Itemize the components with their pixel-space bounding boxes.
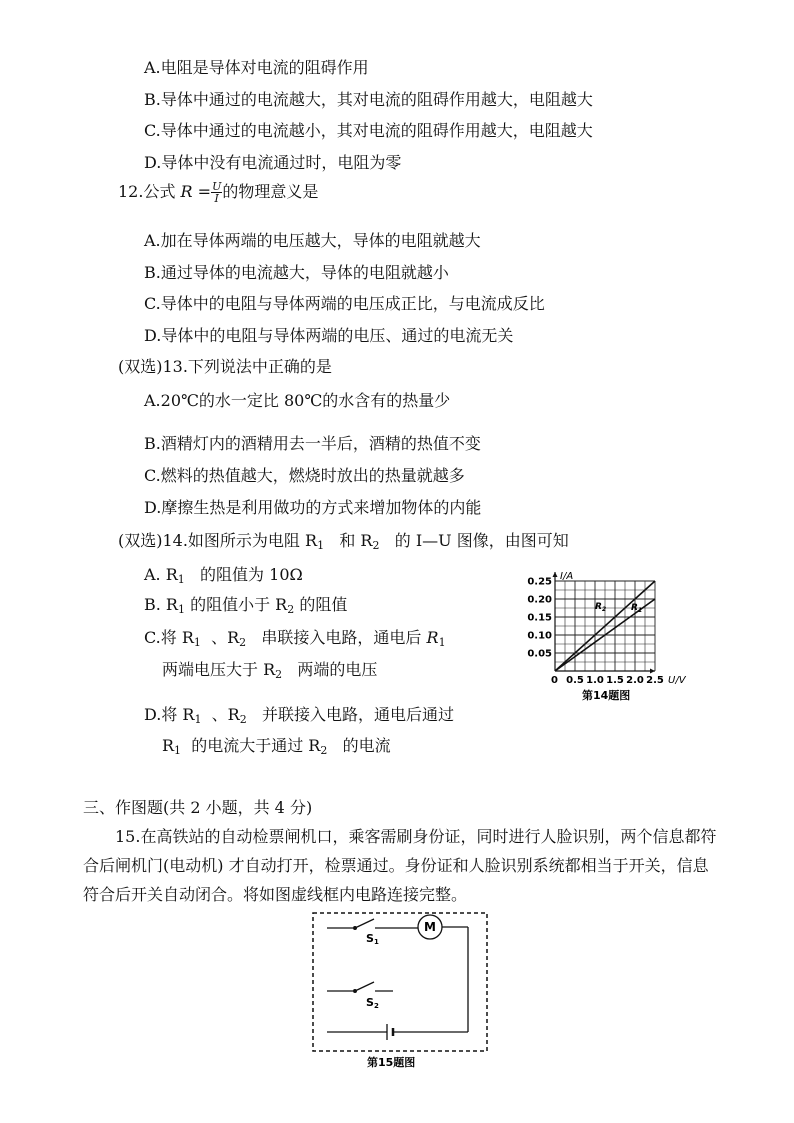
y-tick-label: 0.05 [527, 648, 552, 660]
y-axis-label: I/A [560, 571, 574, 582]
q14-stem-part: (双选)14.如图所示为电阻 R [118, 531, 318, 550]
q12-numerator: U [212, 180, 222, 193]
subscript: 1 [193, 636, 201, 649]
subscript: 2 [320, 744, 328, 757]
q14-option-part: 的电流大于通过 R [191, 736, 321, 755]
q14-option-part: R [162, 736, 175, 755]
q15-text: 15.在高铁站的自动检票闸机口，乘客需刷身份证，同时进行人脸识别，两个信息都符合后闸机门(电动机) 才自动打开，检票通过。身份证和人脸识别系统都相当于开关，信息符合后开关自动闭合。将如图虚线框内电路连接完整。 [83, 827, 717, 904]
q13-stem: (双选)13.下列说法中正确的是 [118, 357, 332, 376]
y-tick-label: 0.10 [527, 630, 552, 642]
q14-option-part: C.将 R [144, 628, 194, 647]
x-tick-label: 2.5 [646, 675, 664, 686]
y-tick-label: 0.15 [527, 612, 552, 624]
subscript: 2 [239, 713, 247, 726]
q12-option-c: C.导体中的电阻与导体两端的电压成正比，与电流成反比 [144, 294, 545, 313]
q14-option-part: 、R [211, 628, 240, 647]
x-tick-label: 1.5 [606, 675, 624, 686]
y-axis-arrow [553, 572, 558, 577]
x-axis-arrow [650, 669, 655, 674]
q14-option-part: 的阻值小于 R [190, 595, 288, 614]
q14-option-c-cont [162, 659, 377, 686]
q12-suffix: 的物理意义是 [222, 182, 319, 201]
subscript: 1 [174, 744, 182, 757]
q12-option-d: D.导体中的电阻与导体两端的电压、通过的电流无关 [144, 326, 514, 345]
q14-option-part: 两端的电压 [297, 660, 378, 679]
s2-label: S2 [366, 996, 379, 1010]
q14-option-part: 的电流 [342, 736, 391, 755]
dashed-frame [313, 913, 487, 1051]
q12-option-a: A.加在导体两端的电压越大，导体的电阻就越大 [144, 231, 481, 250]
battery-symbol [327, 1024, 468, 1040]
q14-option-part: R [426, 628, 439, 647]
q14-option-c [144, 627, 446, 654]
q13-option-d: D.摩擦生热是利用做功的方式来增加物体的内能 [144, 498, 482, 517]
subscript: 2 [372, 539, 380, 552]
q13-option-c: C.燃料的热值越大，燃烧时放出的热量就越多 [144, 466, 465, 485]
y-tick-label: 0.25 [527, 576, 552, 588]
figure-15-caption: 第15题图 [367, 1056, 416, 1069]
x-tick-label: 2.0 [626, 675, 644, 686]
graph-axes [553, 572, 656, 674]
motor-label: M [424, 920, 436, 934]
q12-fraction [211, 181, 222, 204]
q14-option-part: 、R [211, 705, 240, 724]
q14-stem-part: 和 R [339, 531, 373, 550]
q14-stem [118, 530, 569, 557]
q11-option-b: B.导体中通过的电流越大，其对电流的阻碍作用越大，电阻越大 [144, 90, 593, 109]
graph-tick-labels [527, 577, 664, 687]
s1-label: S1 [366, 932, 379, 946]
q14-option-part: B. R [144, 595, 178, 614]
switch-s1 [327, 919, 418, 930]
x-tick-label: 1.0 [586, 675, 604, 686]
q13-option-a: A.20℃的水一定比 80℃的水含有的热量少 [144, 391, 451, 410]
q12-denominator: I [214, 192, 219, 205]
subscript: 1 [194, 713, 202, 726]
q13-option-b: B.酒精灯内的酒精用去一半后，酒精的热值不变 [144, 434, 481, 453]
y-tick-label: 0.20 [527, 594, 552, 606]
q12-option-b: B.通过导体的电流越大，导体的电阻就越小 [144, 263, 449, 282]
q14-option-part: A. R [144, 565, 178, 584]
switch-s2 [327, 982, 393, 993]
q12-prefix: 12.公式 [118, 182, 176, 201]
circuit-figure [305, 905, 495, 1070]
figure-14-caption: 第14题图 [582, 689, 631, 702]
subscript: 2 [275, 668, 283, 681]
r2-line-label: $R_2$ [595, 602, 607, 613]
q14-option-a [144, 564, 303, 591]
iu-graph-figure [520, 567, 700, 717]
q14-option-part: D.将 R [144, 705, 195, 724]
q14-option-d-cont [162, 735, 391, 762]
q14-option-b [144, 594, 347, 621]
q14-option-part: 串联接入电路，通电后 [261, 628, 422, 647]
subscript: 2 [239, 636, 247, 649]
q14-stem-part: 的 I—U 图像，由图可知 [394, 531, 569, 550]
subscript: 1 [438, 636, 446, 649]
subscript: 1 [317, 539, 325, 552]
q14-option-part: 的阻值 [299, 595, 348, 614]
section-3-title: 三、作图题(共 2 小题，共 4 分) [83, 798, 313, 817]
q12-stem [118, 181, 318, 204]
x-axis-label: U/V [668, 675, 686, 686]
q14-option-part: 两端电压大于 R [162, 660, 276, 679]
q11-option-d: D.导体中没有电流通过时，电阻为零 [144, 153, 402, 172]
r1-line-label: $R_1$ [631, 603, 643, 614]
subscript: 1 [177, 573, 185, 586]
q14-option-part: 的阻值为 10Ω [200, 565, 303, 584]
q11-option-c: C.导体中通过的电流越小，其对电流的阻碍作用越大，电阻越大 [144, 121, 593, 140]
q11-option-a: A.电阻是导体对电流的阻碍作用 [144, 58, 369, 77]
q14-option-part: 并联接入电路，通电后通过 [261, 705, 454, 724]
q12-formula-lhs: R = [180, 182, 212, 201]
x-tick-label: 0.5 [566, 675, 584, 686]
subscript: 2 [287, 603, 295, 616]
q14-option-d [144, 704, 454, 731]
subscript: 1 [177, 603, 185, 616]
origin-label: 0 [551, 675, 558, 686]
